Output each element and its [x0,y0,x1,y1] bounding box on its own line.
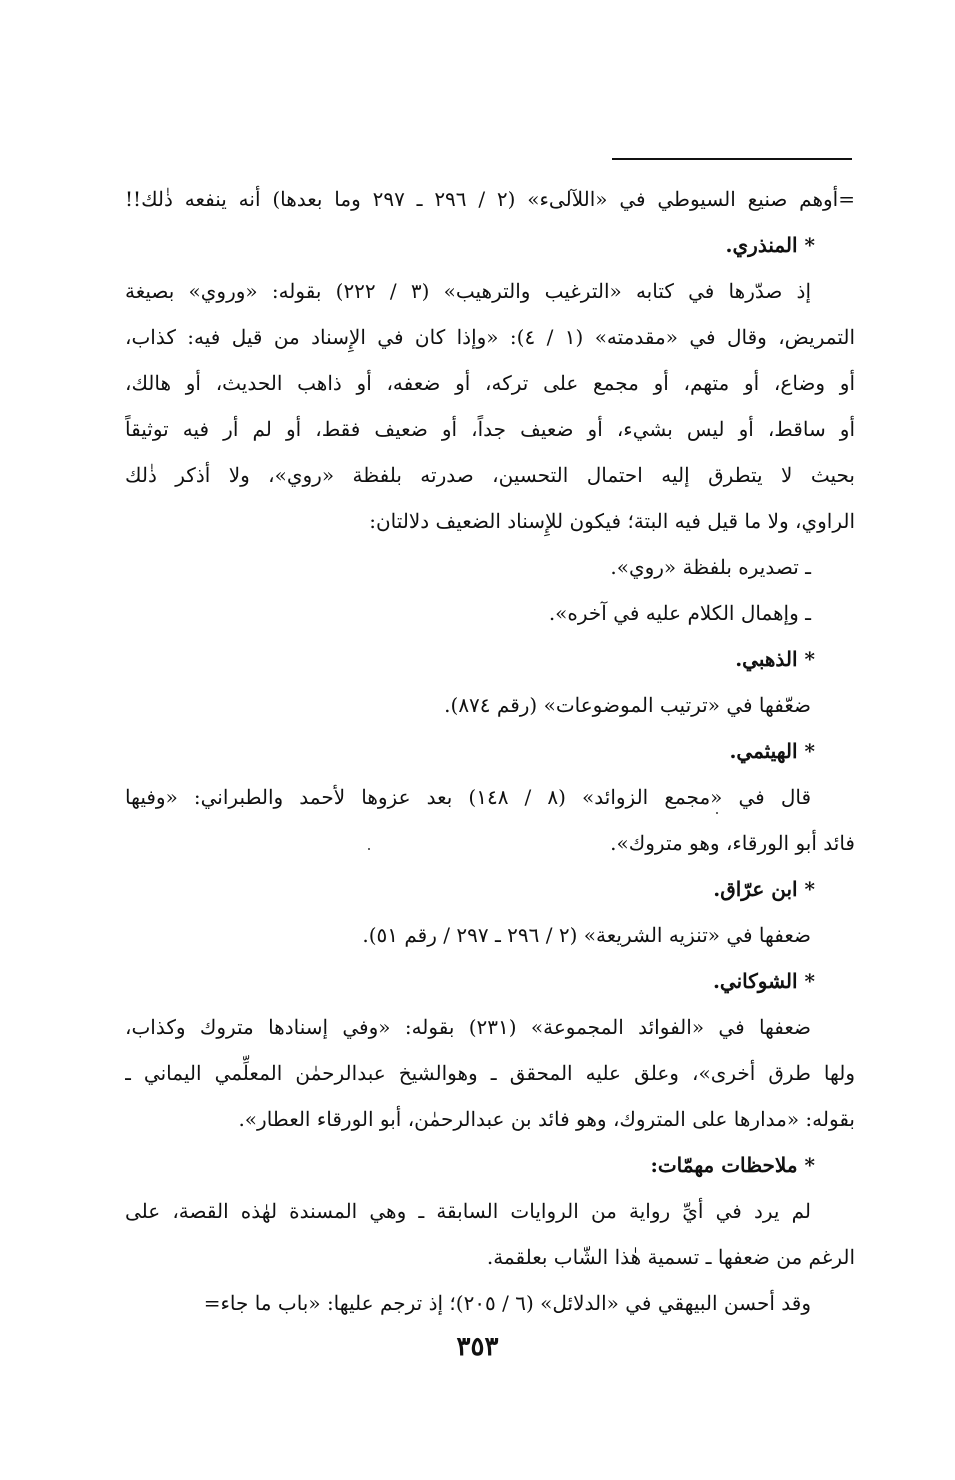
text-line: ولها طرق أخرى»، وعلق عليه المحقق ـ وهوالشيخ عبدالرحمٰن المعلِّمي اليماني ـ [125,1061,855,1085]
text-line: ـ وإهمال الكلام عليه في آخره». [548,601,811,625]
text-line: الراوي، ولا ما قيل فيه البتة؛ فيكون للإِسناد الضعيف دلالتان: [369,509,855,533]
section-heading: * الهيثمي. [729,739,815,763]
section-heading: * المنذري. [725,233,815,257]
page-number: ٣٥٣ [456,1332,499,1362]
section-heading: * ابن عرّاق. [713,877,815,901]
text-line: وقد أحسن البيهقي في «الدلائل» (٦ / ٢٠٥)؛ إذ ترجم عليها: «باب ما جاء= [203,1291,811,1315]
text-line: لم يرد في أيِّ رواية من الروايات السابقة ـ وهي المسندة لهٰذه القصة، على [125,1199,811,1223]
text-line: ضعفها في «الفوائد المجموعة» (٢٣١) بقوله: «وفي إسنادها متروك وكذاب، [125,1015,812,1039]
text-line: بقوله: «مدارها على المتروك، وهو فائد بن عبدالرحمٰن، أبو الورقاء العطار». [238,1107,855,1131]
text-line: أو وضاع، أو متهم، أو مجمع على تركه، أو ضعفه، أو ذاهب الحديث، أو هالك، [125,371,855,395]
footnote-text-block [125,176,855,1326]
speck-mark [716,812,718,814]
speck-mark [368,848,370,850]
section-heading: * الشوكاني. [712,969,815,993]
text-line: فائد أبو الورقاء، وهو متروك». [610,831,855,855]
text-line: ـ تصديره بلفظة «روي». [610,555,811,579]
text-line: قال في «مجمع الزوائد» (٨ / ١٤٨) بعد عزوها لأحمد والطبراني: «وفيها [125,785,812,809]
text-line: الرغم من ضعفها ـ تسمية هٰذا الشّاب بعلقمة. [486,1245,855,1269]
text-line: ضعّفها في «ترتيب الموضوعات» (رقم ٨٧٤). [444,693,811,717]
text-line: التمريض، وقال في «مقدمته» (١ / ٤): «وإذا كان في الإِسناد من قيل فيه: كذاب، [125,325,855,349]
footnote-separator-rule [612,158,852,160]
text-line: بحيث لا يتطرق إليه احتمال التحسين، صدرته بلفظة «روي»، ولا أذكر ذٰلك [125,463,855,487]
text-line: إذ صدّرها في كتابه «الترغيب والترهيب» (٣ / ٢٢٢) بقوله: «وروي» بصيغة [125,279,812,303]
section-heading: * الذهبي. [735,647,815,671]
text-line: =أوهم صنيع السيوطي في «اللآلىء» (٢ / ٢٩٦ ـ ٢٩٧ وما بعدها) أنه ينفعه ذٰلك!! [125,187,855,211]
section-heading: * ملاحظات مهمّات: [650,1153,815,1177]
text-line: ضعفها في «تنزيه الشريعة» (٢ / ٢٩٦ ـ ٢٩٧ / رقم ٥١). [362,923,811,947]
text-line: أو ساقط، أو ليس بشيء، أو ضعيف جداً، أو ضعيف فقط، أو لم أر فيه توثيقاً [125,417,855,441]
